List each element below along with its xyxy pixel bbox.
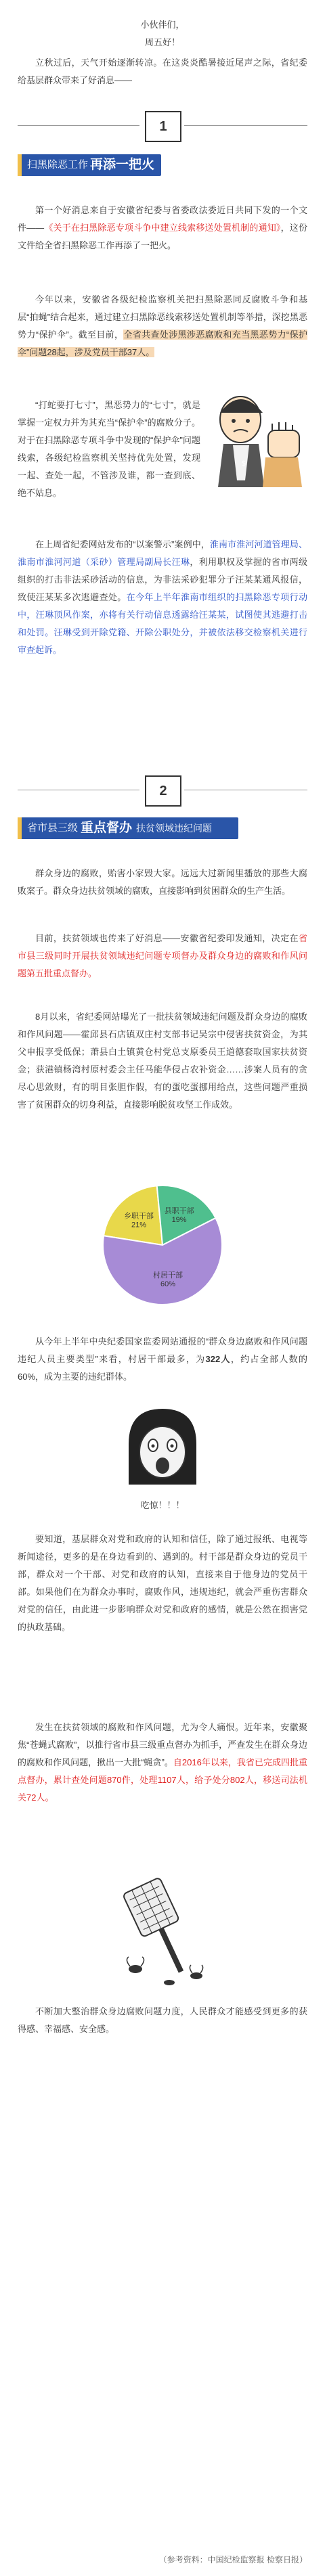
case-outcome: 在今年上半年淮南市组织的扫黑除恶专项行动中，汪琳顶风作案，亦将有关行动信息透露给汪某某，试图使其逃避打击和处罚。汪琳受到开除党籍、开除公职处分，并被依法移交检察机关进行审查起诉。 <box>18 592 307 655</box>
section-1-paragraph-2 <box>18 291 307 361</box>
para-text: 从今年上半年中央纪委国家监委网站通报的“群众身边腐败和作风问题违纪人员主要类型”来看，村居干部最多，为 <box>18 1336 307 1364</box>
section-1-number-divider <box>0 107 325 145</box>
para-text: ，利用职权及掌握的省市两级组织的打击非法采砂活动的信息，为非法采砂犯罪分子汪某某通风报信，致使汪某某多次逃避查处。 <box>18 557 307 602</box>
section-2-title-main: 重点督办 <box>81 821 133 835</box>
pie-label-3: 村居干部 <box>152 1271 183 1280</box>
section-2-paragraph-4 <box>18 1333 307 1386</box>
banner-accent-bar <box>18 154 22 176</box>
pie-chart-svg <box>81 1177 244 1313</box>
para-text: 发生在扶贫领域的腐败和作风问题，尤为令人痛恨。近年来，安徽聚焦“苍蝇式腐败”，以推行省市县三级重点督办为抓手，严查发生在群众身边的腐败和作风问题，揪出一大批“蝇贪”。 <box>18 1722 307 1767</box>
section-2-paragraph-3 <box>18 1008 307 1114</box>
greeting: 小伙伴们， <box>140 20 185 30</box>
pie-label-2: 19% <box>171 1215 187 1224</box>
reference-source: （参考资料：中国纪检监察报 检察日报） <box>158 2555 307 2564</box>
surprised-meme <box>122 1403 203 1505</box>
section-1-banner <box>18 154 161 176</box>
village-cadre-count: 322人 <box>205 1354 231 1364</box>
section-2-paragraph-1: 群众身边的腐败，贻害小家毁大家。远远大过新闻里播放的那些大腐败案子。群众身边扶贫领域的腐败，直接影响到贫困群众的生产生活。 <box>18 868 307 896</box>
meme-caption: 吃惊！！！ <box>140 1500 185 1510</box>
para-text: ，约占全部人数的60%，成为主要的违纪群体。 <box>18 1354 307 1382</box>
supervision-announcement: 省市县三级同时开展扶贫领域违纪问题专项督办及群众身边的腐败和作风问题第五批重点督办。 <box>18 933 307 978</box>
section-1-paragraph-1 <box>18 202 307 254</box>
banner-accent-bar <box>18 817 22 839</box>
corruption-illustration <box>203 386 307 487</box>
para-text: 获港镇杨湾村原村委会主任马能华侵占农补资金……涉案人员有的贪尽心思敛财，有的明目张胆作假，有的蛋吃蛋挪用给点，这些问题严重损害了贫困群众的切身利益，直接影响脱贫攻坚工作成效。 <box>18 1064 307 1110</box>
highlighted-statistic: 全省共查处涉黑涉恶腐败和充当黑恶势力“保护伞”问题28起，涉及党员干部37人。 <box>18 330 307 357</box>
violation-types-pie-chart <box>81 1177 244 1313</box>
section-2-paragraph-7: 不断加大整治群众身边腐败问题力度，人民群众才能感受到更多的获得感、幸福感、安全感。 <box>18 2006 307 2034</box>
pie-label-1: 21% <box>131 1221 147 1229</box>
fly-swatter-illustration <box>102 1874 223 1989</box>
section-1-title-main: 再添一把火 <box>90 158 155 172</box>
pie-label-3: 60% <box>160 1280 176 1288</box>
para-text: 目前，扶贫领域也传来了好消息——安徽省纪委印发通知，决定在 <box>35 933 299 943</box>
section-2-paragraph-5: 要知道，基层群众对党和政府的认知和信任，除了通过报纸、电视等新闻途径，更多的是在身边看到的、遇到的。村干部是群众身边的党员干部，群众对一个干部、对党和政府的认知，直接来自于他身边的党员干部。如果他们在为群众办事时，腐败作风，违规违纪，就会严重伤害群众对党的信任，由此进一步影响群众对党和政府的感情，就是公然在损害党的执政基础。 <box>18 1534 307 1632</box>
case-list: 霍邱县石店镇双庄村支部书记吴宗中侵害扶贫资金，为其父申报享受低保；萧县白土镇黄仓村党总支原委员王道德套取国家扶贫资金； <box>18 1029 307 1075</box>
para-text: ，这份文件给全省扫黑除恶工作再添了一把火。 <box>18 223 307 250</box>
section-1-title-prefix: 扫黑除恶工作 <box>27 159 89 171</box>
para-text: 第一个好消息来自于安徽省纪委与省委政法委近日共同下发的一个文件—— <box>18 205 307 233</box>
section-2-title-suffix: 扶贫领域违纪问题 <box>136 823 212 834</box>
section-2-number-divider <box>0 771 325 809</box>
section-1-number: 1 <box>145 111 181 142</box>
pie-label-1: 乡职干部 <box>124 1212 154 1221</box>
document-title-link[interactable]: 《关于在扫黑除恶专项斗争中建立线索移送处置机制的通知》 <box>44 223 281 233</box>
section-1-paragraph-3: “打蛇要打七寸”，黑恶势力的“七寸”，就是掌握一定权力并为其充当“保护伞”的腐败分子。对于在扫黑除恶专项斗争中发现的“保护伞”问题线索，各级纪检监察机关坚持优先处置，发现一起、查处一起，不管涉及谁，都一查到底、绝不姑息。 <box>18 400 200 498</box>
svg-text:$: $ <box>241 459 246 468</box>
section-2-title-prefix: 省市县三级 <box>27 822 79 834</box>
para-text: 8月以来，省纪委网站曝光了一批扶贫领域违纪问题及群众身边的腐败和作风问题—— <box>18 1012 307 1039</box>
para-text: 今年以来，安徽省各级纪检监察机关把扫黑除恶同反腐败斗争和基层“拍蝇”结合起来，通过建立扫黑除恶线索移送处置机制等举措，深挖黑恶势力“保护伞”。截至目前， <box>18 294 307 340</box>
case-subject: 淮南市淮河河道管理局、淮南市淮河河道（采砂）管理局副局长汪琳 <box>18 539 307 567</box>
pie-label-2: 县职干部 <box>164 1206 194 1215</box>
section-1-paragraph-4 <box>18 536 307 659</box>
section-2-banner <box>18 817 238 839</box>
para-text: 在上周省纪委网站发布的“以案警示”案例中， <box>35 539 210 549</box>
section-2-number: 2 <box>145 775 181 807</box>
opening-paragraph: 立秋过后，天气开始逐渐转凉。在这炎炎酷暑接近尾声之际，省纪委给基层群众带来了好消息—— <box>18 58 307 85</box>
weekend-line: 周五好！ <box>144 37 180 47</box>
section-2-paragraph-2 <box>18 930 307 982</box>
section-2-paragraph-6 <box>18 1719 307 1807</box>
results-statistics: 自2016年以来，我省已完成四批重点督办，累计查处问题870件，处理1107人，给予处分802人，移送司法机关72人。 <box>18 1757 307 1803</box>
